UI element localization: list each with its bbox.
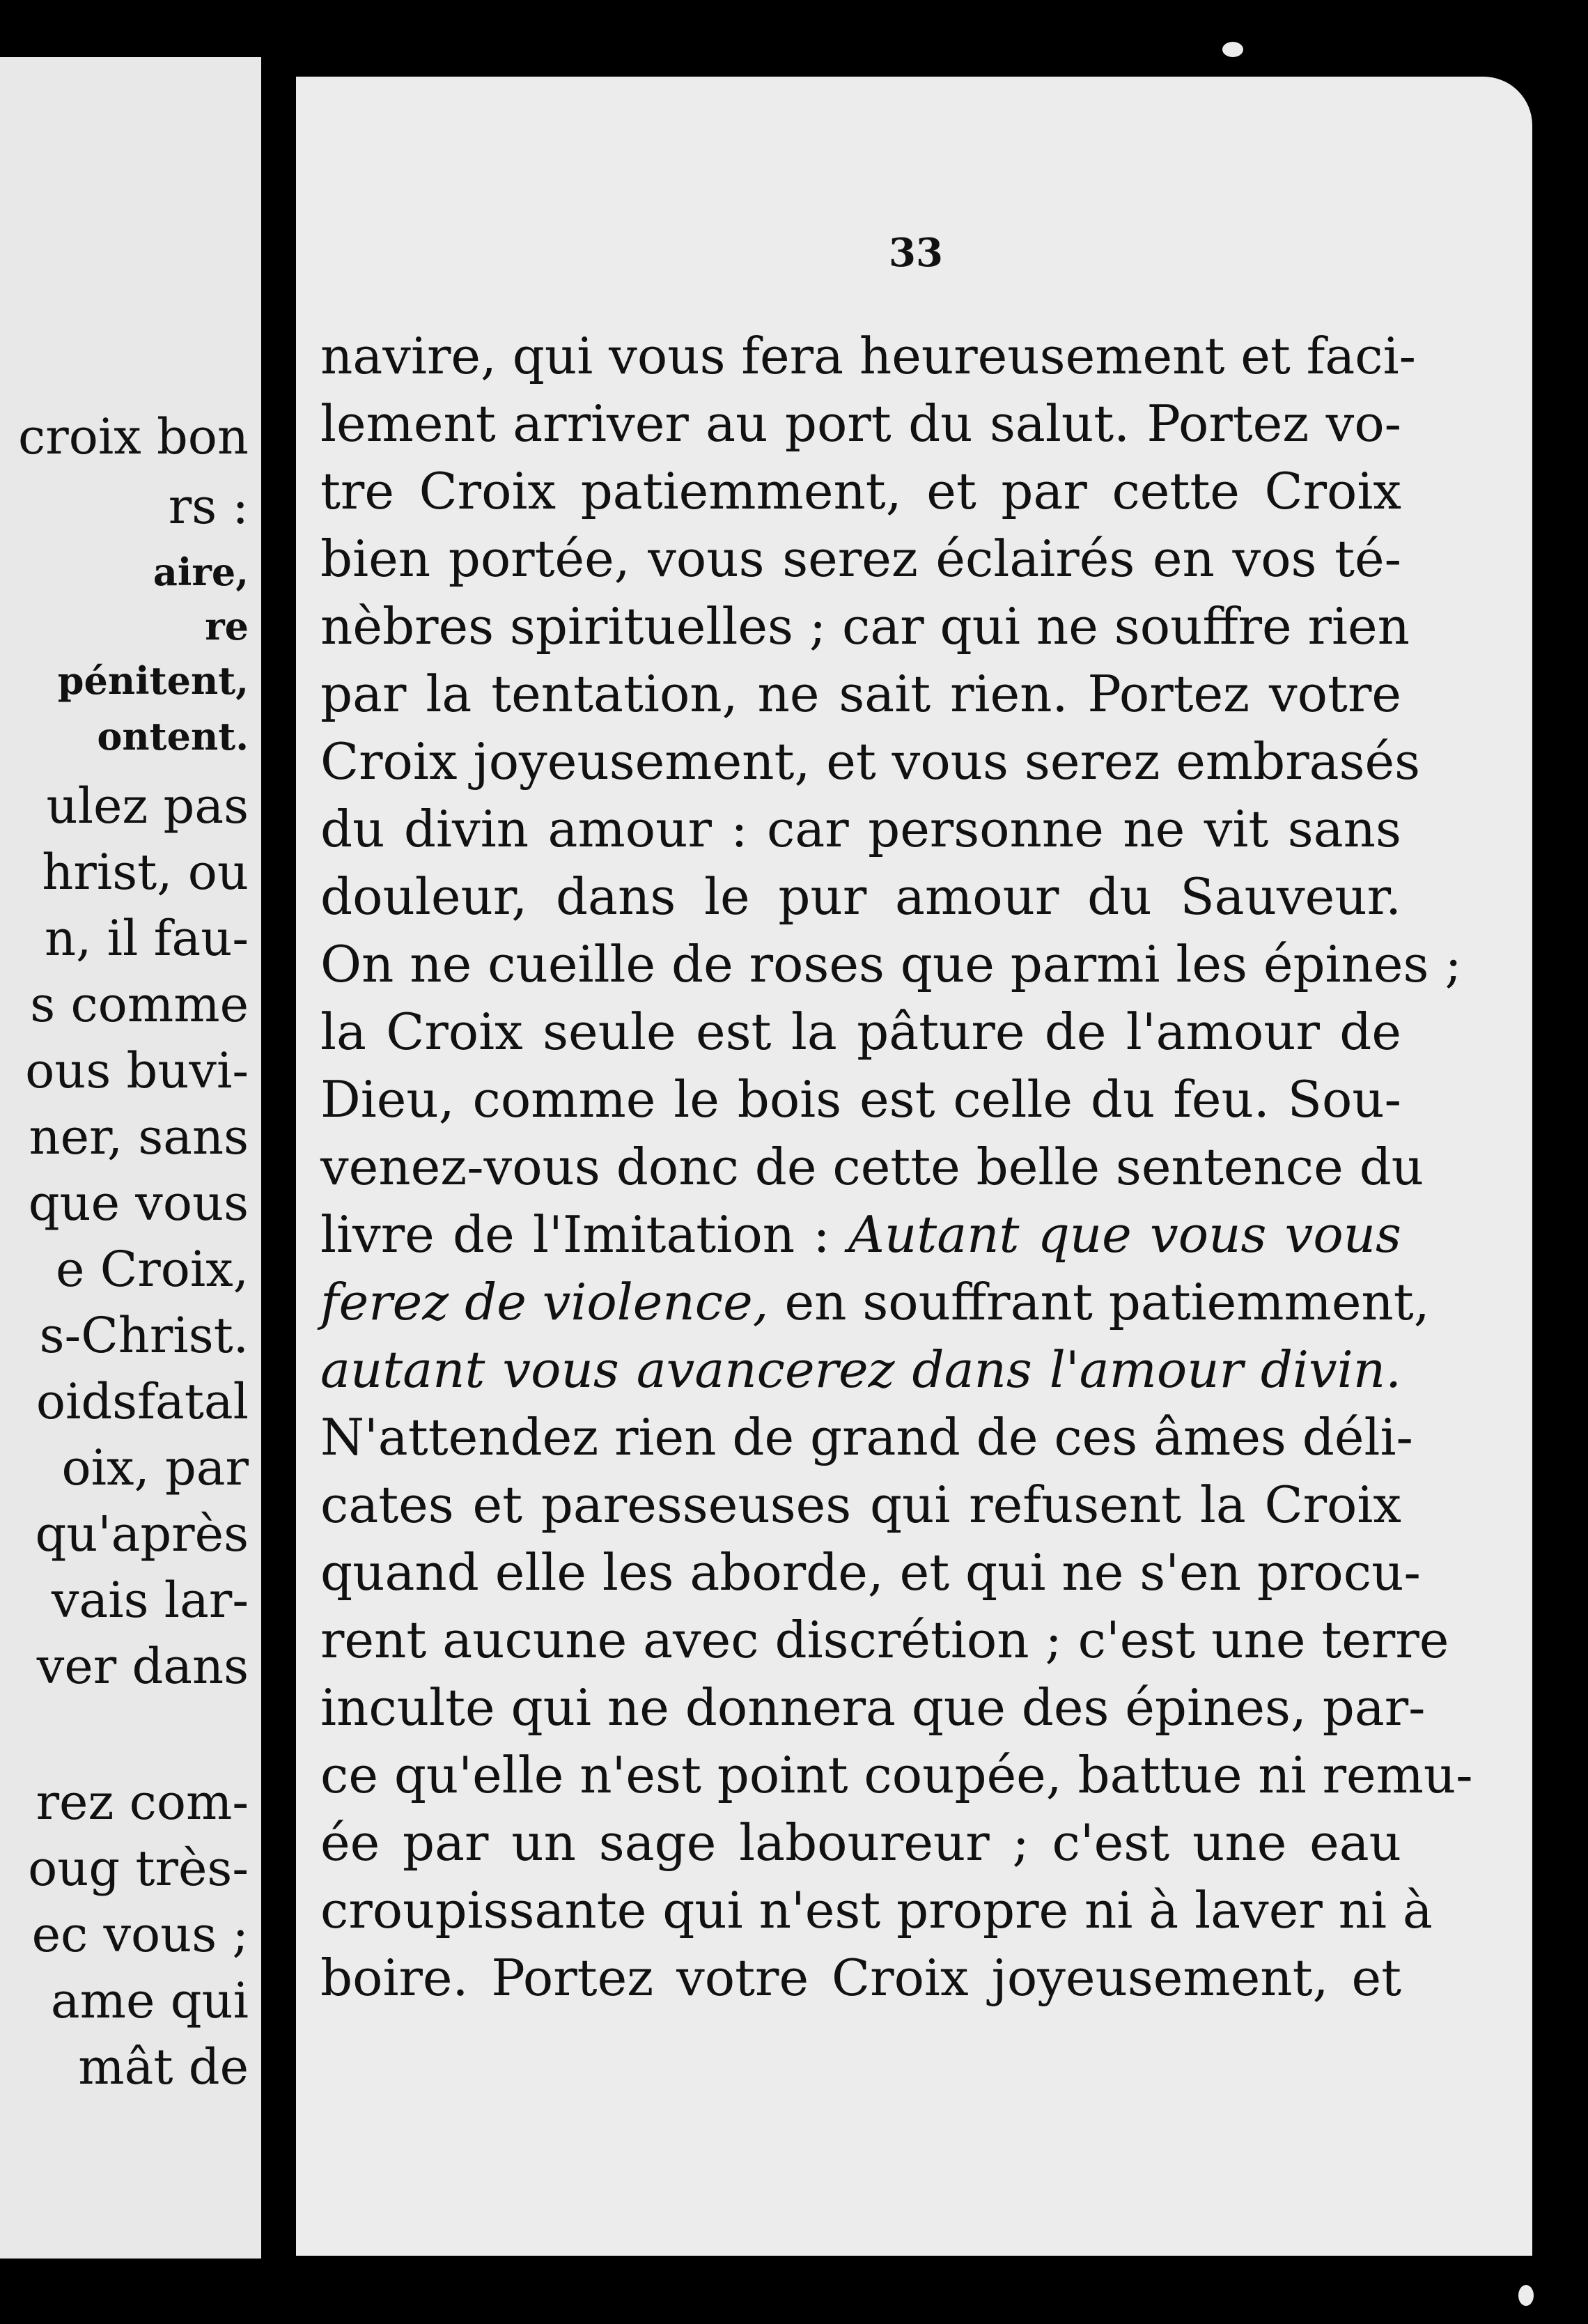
text-line-16: autant vous avancerez dans l'amour divin.	[320, 1340, 1401, 1399]
left-line-14: e Croix,	[56, 1241, 249, 1298]
text-line-23: ée par un sage laboureur ; c'est une eau	[320, 1813, 1401, 1872]
left-page	[0, 57, 261, 2259]
text-line-14	[320, 1205, 1402, 1264]
left-line-20: ver dans	[36, 1638, 249, 1695]
left-line-16: oidsfatal	[36, 1373, 249, 1430]
left-line-25: ame qui	[50, 1972, 249, 2029]
text-line-20: rent aucune avec discrétion ; c'est une terre	[320, 1611, 1449, 1669]
text-line-13: venez-vous donc de cette belle sentence du	[320, 1138, 1424, 1196]
text-line-18: cates et paresseuses qui refusent la Croix	[320, 1475, 1401, 1534]
text-line-10: On ne cueille de roses que parmi les épines ;	[320, 935, 1462, 993]
left-line-6: ontent.	[97, 714, 249, 759]
text-line-11: la Croix seule est la pâture de l'amour de	[320, 1002, 1401, 1061]
left-line-22: rez com-	[36, 1774, 249, 1831]
left-line-11: ous buvi-	[25, 1042, 249, 1099]
paper-speck	[1222, 42, 1243, 57]
text-line-9: douleur, dans le pur amour du Sauveur.	[320, 867, 1401, 926]
left-line-17: oix, par	[61, 1439, 249, 1496]
page-number: 33	[889, 230, 943, 276]
left-line-9: n, il fau-	[45, 910, 249, 967]
left-line-4: re	[205, 604, 249, 649]
text-line-25: boire. Portez votre Croix joyeusement, et	[320, 1949, 1401, 2007]
book-gutter	[261, 0, 296, 2324]
text-line-17: N'attendez rien de grand de ces âmes déli-	[320, 1408, 1413, 1466]
left-line-8: hrist, ou	[42, 844, 249, 901]
text-line-5: nèbres spirituelles ; car qui ne souffre rien	[320, 597, 1410, 656]
left-line-19: vais lar-	[51, 1572, 249, 1629]
text-line-3: tre Croix patiemment, et par cette Croix	[320, 462, 1401, 520]
left-line-15: s-Christ.	[39, 1307, 249, 1364]
text-line-4: bien portée, vous serez éclairés en vos té-	[320, 529, 1401, 588]
text-line-12: Dieu, comme le bois est celle du feu. Sou-	[320, 1070, 1401, 1129]
left-line-18: qu'après	[35, 1505, 249, 1563]
left-line-12: ner, sans	[29, 1108, 249, 1165]
text-line-21: inculte qui ne donnera que des épines, par-	[320, 1678, 1426, 1737]
left-line-24: ec vous ;	[31, 1906, 249, 1963]
text-line-8: du divin amour : car personne ne vit sans	[320, 800, 1401, 858]
text-line-22: ce qu'elle n'est point coupée, battue ni remu-	[320, 1746, 1473, 1804]
left-line-7: ulez pas	[46, 777, 249, 835]
text-line-15-italic: ferez de violence,	[320, 1273, 769, 1331]
left-line-1: croix bon	[18, 408, 249, 465]
left-line-23: oug très-	[28, 1840, 249, 1897]
left-line-2: rs :	[168, 478, 249, 535]
left-line-3: aire,	[153, 550, 249, 594]
text-line-15-roman: en souffrant patiemment,	[784, 1273, 1430, 1331]
left-line-26: mât de	[78, 2038, 249, 2096]
text-line-15	[320, 1273, 1430, 1331]
text-line-7: Croix joyeusement, et vous serez embrasés	[320, 732, 1421, 791]
text-line-19: quand elle les aborde, et qui ne s'en procu-	[320, 1543, 1421, 1602]
left-line-13: que vous	[28, 1175, 249, 1232]
text-line-14-italic: Autant que vous vous	[848, 1205, 1402, 1264]
left-line-5: pénitent,	[57, 658, 249, 703]
text-line-2: lement arriver au port du salut. Portez vo-	[320, 394, 1401, 453]
text-line-6: par la tentation, ne sait rien. Portez votre	[320, 665, 1401, 723]
text-line-1: navire, qui vous fera heureusement et faci-	[320, 327, 1416, 385]
right-page	[296, 77, 1532, 2256]
left-line-10: s comme	[30, 976, 249, 1033]
text-line-24: croupissante qui n'est propre ni à laver ni à	[320, 1881, 1433, 1939]
text-line-14-roman: livre de l'Imitation :	[320, 1205, 830, 1264]
paper-speck	[1518, 2285, 1534, 2306]
